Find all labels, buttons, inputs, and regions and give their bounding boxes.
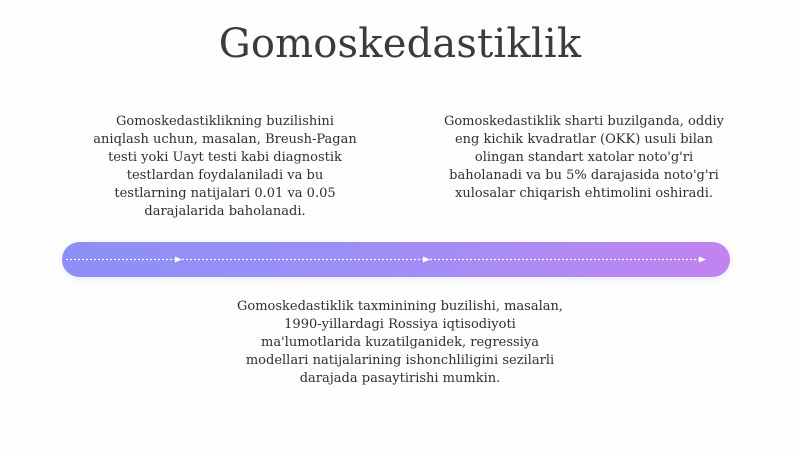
timeline-bar	[62, 242, 730, 277]
slide-title: Gomoskedastiklik	[218, 21, 582, 67]
text-block-bottom: Gomoskedastiklik taxminining buzilishi, masalan, 1990-yillardagi Rossiya iqtisodiyoti ma'lumotlarida kuzatilganidek, regressiya modellari natijalarining ishonchliligini sezilarli darajada pasaytirishi mumkin.	[236, 299, 563, 386]
text-block-left: Gomoskedastiklikning buzilishini aniqlash uchun, masalan, Breush-Pagan testi yoki Uayt testi kabi diagnostik testlardan foydalaniladi va bu testlarning natijalari 0.01 va 0.05 darajalarida baholanadi.	[93, 114, 357, 219]
arrow-right-icon	[175, 257, 182, 263]
arrow-right-icon	[423, 257, 430, 263]
text-block-right: Gomoskedastiklik sharti buzilganda, oddiy eng kichik kvadratlar (OKK) usuli bilan olingan standart xatolar noto'g'ri baholanadi va bu 5% darajasida noto'g'ri xulosalar chiqarish ehtimolini oshiradi.	[443, 114, 725, 201]
arrow-right-icon	[699, 257, 706, 263]
timeline-graphic	[62, 242, 730, 277]
